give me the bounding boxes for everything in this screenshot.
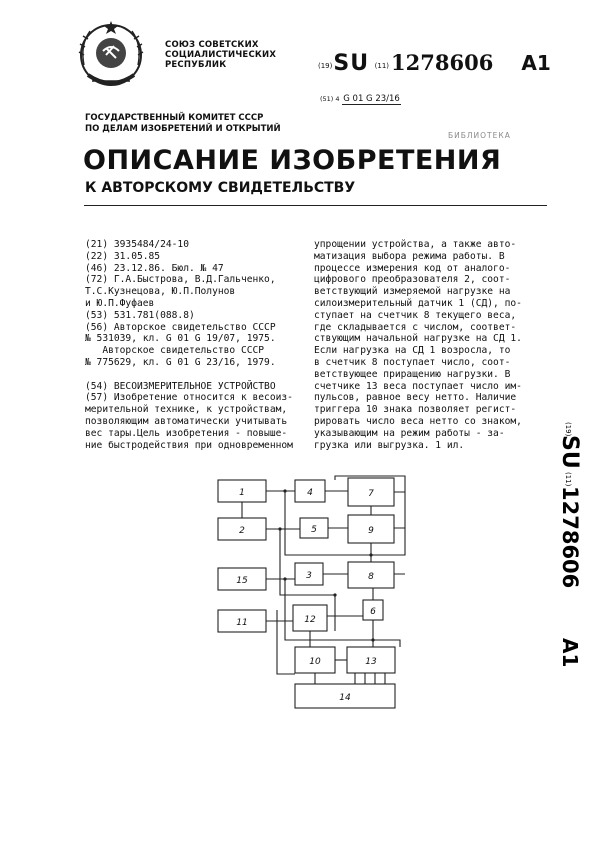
- left-column-line: № 775629, кл. G 01 G 23/16, 1979.: [85, 356, 276, 368]
- committee-name: ГОСУДАРСТВЕННЫЙ КОМИТЕТ СССР ПО ДЕЛАМ ИЗОБРЕТЕНИЙ И ОТКРЫТИЙ: [85, 113, 281, 134]
- left-column-line: Авторское свидетельство СССР: [85, 345, 265, 357]
- code-11: (11): [374, 62, 390, 70]
- patent-number: 1278606: [391, 50, 494, 75]
- right-column-line: грузка или выгрузка. 1 ил.: [314, 439, 465, 451]
- right-column-line: ветствующий измеряемой нагрузке на: [314, 286, 511, 298]
- block-diagram: [215, 470, 415, 710]
- left-column-line: [85, 369, 293, 381]
- block-label-15: 15: [236, 576, 248, 586]
- abstract-column: [314, 239, 522, 451]
- right-column-line: где складывается с числом, соответ-: [314, 321, 517, 333]
- block-label-1: 1: [239, 488, 245, 498]
- right-column-line: счетчике 13 веса поступает число им-: [314, 380, 522, 392]
- document-id: [318, 50, 551, 76]
- block-label-11: 11: [236, 618, 248, 628]
- block-label-12: 12: [304, 615, 316, 625]
- right-column-line: ствующим начальной нагрузке на СД 1.: [314, 333, 522, 345]
- right-column-line: Если нагрузка на СД 1 возросла, то: [314, 345, 511, 357]
- ipc-class-value: G 01 G 23/16: [343, 94, 400, 104]
- block-label-13: 13: [365, 657, 377, 667]
- country-code: SU: [333, 51, 370, 76]
- ipc-code: (51) 4: [320, 95, 340, 103]
- side-code-11: (11): [564, 472, 572, 487]
- block-label-2: 2: [239, 526, 245, 536]
- right-column-line: ступает на счетчик 8 текущего веса,: [314, 309, 517, 321]
- left-column-line: вес тары.Цель изобретения - повыше-: [85, 427, 288, 439]
- bus-right: [394, 492, 405, 574]
- block-label-14: 14: [339, 693, 351, 703]
- left-column-line: (56) Авторское свидетельство СССР: [85, 321, 276, 333]
- right-column-line: рировать число веса нетто со знаком,: [314, 415, 522, 427]
- block-label-10: 10: [309, 657, 321, 667]
- block-label-4: 4: [307, 488, 313, 498]
- right-column-line: матизация выбора режима работы. В: [314, 250, 505, 262]
- link-13-14: [315, 673, 385, 684]
- block-label-9: 9: [368, 526, 374, 536]
- right-column-line: силоизмерительный датчик 1 (СД), по-: [314, 297, 522, 309]
- ipc-class: [320, 94, 401, 104]
- document-kind: A1: [521, 51, 551, 75]
- side-identifier: [548, 420, 582, 670]
- block-label-5: 5: [311, 525, 317, 535]
- bus-left: [277, 610, 295, 674]
- left-column-line: (46) 23.12.86. Бюл. № 47: [85, 262, 224, 274]
- left-column-line: Т.С.Кузнецова, Ю.П.Полунов: [85, 286, 236, 298]
- right-column-line: пульсов, равное весу нетто. Наличие: [314, 392, 517, 404]
- right-column-line: процессе измерения код от аналого-: [314, 262, 511, 274]
- right-column-line: ветствующее приращению нагрузки. В: [314, 368, 511, 380]
- left-column-line: (21) 3935484/24-10: [85, 239, 189, 250]
- block-label-8: 8: [368, 572, 374, 582]
- side-number: 1278606: [558, 486, 582, 589]
- page-title: ОПИСАНИЕ ИЗОБРЕТЕНИЯ: [83, 145, 502, 176]
- left-column-line: ние быстродействия при одновременном: [85, 439, 293, 451]
- left-column-line: (57) Изобретение относится к весоиз-: [85, 392, 293, 404]
- library-stamp: БИБЛИОТЕКА: [448, 131, 511, 140]
- right-column-line: упрощении устройства, а также авто-: [314, 239, 517, 250]
- block-label-3: 3: [306, 571, 312, 581]
- state-emblem: [70, 15, 152, 97]
- side-kind: A1: [558, 638, 582, 668]
- right-column-line: триггера 10 знака позволяет регист-: [314, 404, 517, 416]
- left-column-line: (72) Г.А.Быстрова, В.Д.Гальченко,: [85, 274, 276, 286]
- header-rule: [84, 205, 547, 206]
- right-column-line: цифрового преобразователя 2, соот-: [314, 274, 511, 286]
- right-column-line: в счетчик 8 поступает число, соот-: [314, 356, 511, 368]
- union-name: СОЮЗ СОВЕТСКИХ СОЦИАЛИСТИЧЕСКИХ РЕСПУБЛИК: [165, 40, 277, 70]
- block-label-7: 7: [368, 489, 374, 499]
- page-subtitle: К АВТОРСКОМУ СВИДЕТЕЛЬСТВУ: [85, 180, 356, 196]
- right-column-line: указывающим на режим работы - за-: [314, 427, 505, 439]
- left-column-line: № 531039, кл. G 01 G 19/07, 1975.: [85, 333, 276, 345]
- block-label-6: 6: [370, 607, 376, 617]
- left-column-line: позволяющим автоматически учитывать: [85, 415, 288, 427]
- side-code-19: (19): [564, 422, 572, 437]
- side-country: SU: [557, 435, 582, 469]
- left-column-line: и Ю.П.Фуфаев: [85, 297, 155, 309]
- left-column-line: (53) 531.781(088.8): [85, 309, 195, 321]
- bibliographic-column: [85, 239, 293, 451]
- code-19: (19): [318, 62, 333, 70]
- left-column-line: мерительной технике, к устройствам,: [85, 404, 288, 416]
- left-column-line: (22) 31.05.85: [85, 250, 161, 262]
- left-column-line: (54) ВЕСОИЗМЕРИТЕЛЬНОЕ УСТРОЙСТВО: [85, 380, 276, 392]
